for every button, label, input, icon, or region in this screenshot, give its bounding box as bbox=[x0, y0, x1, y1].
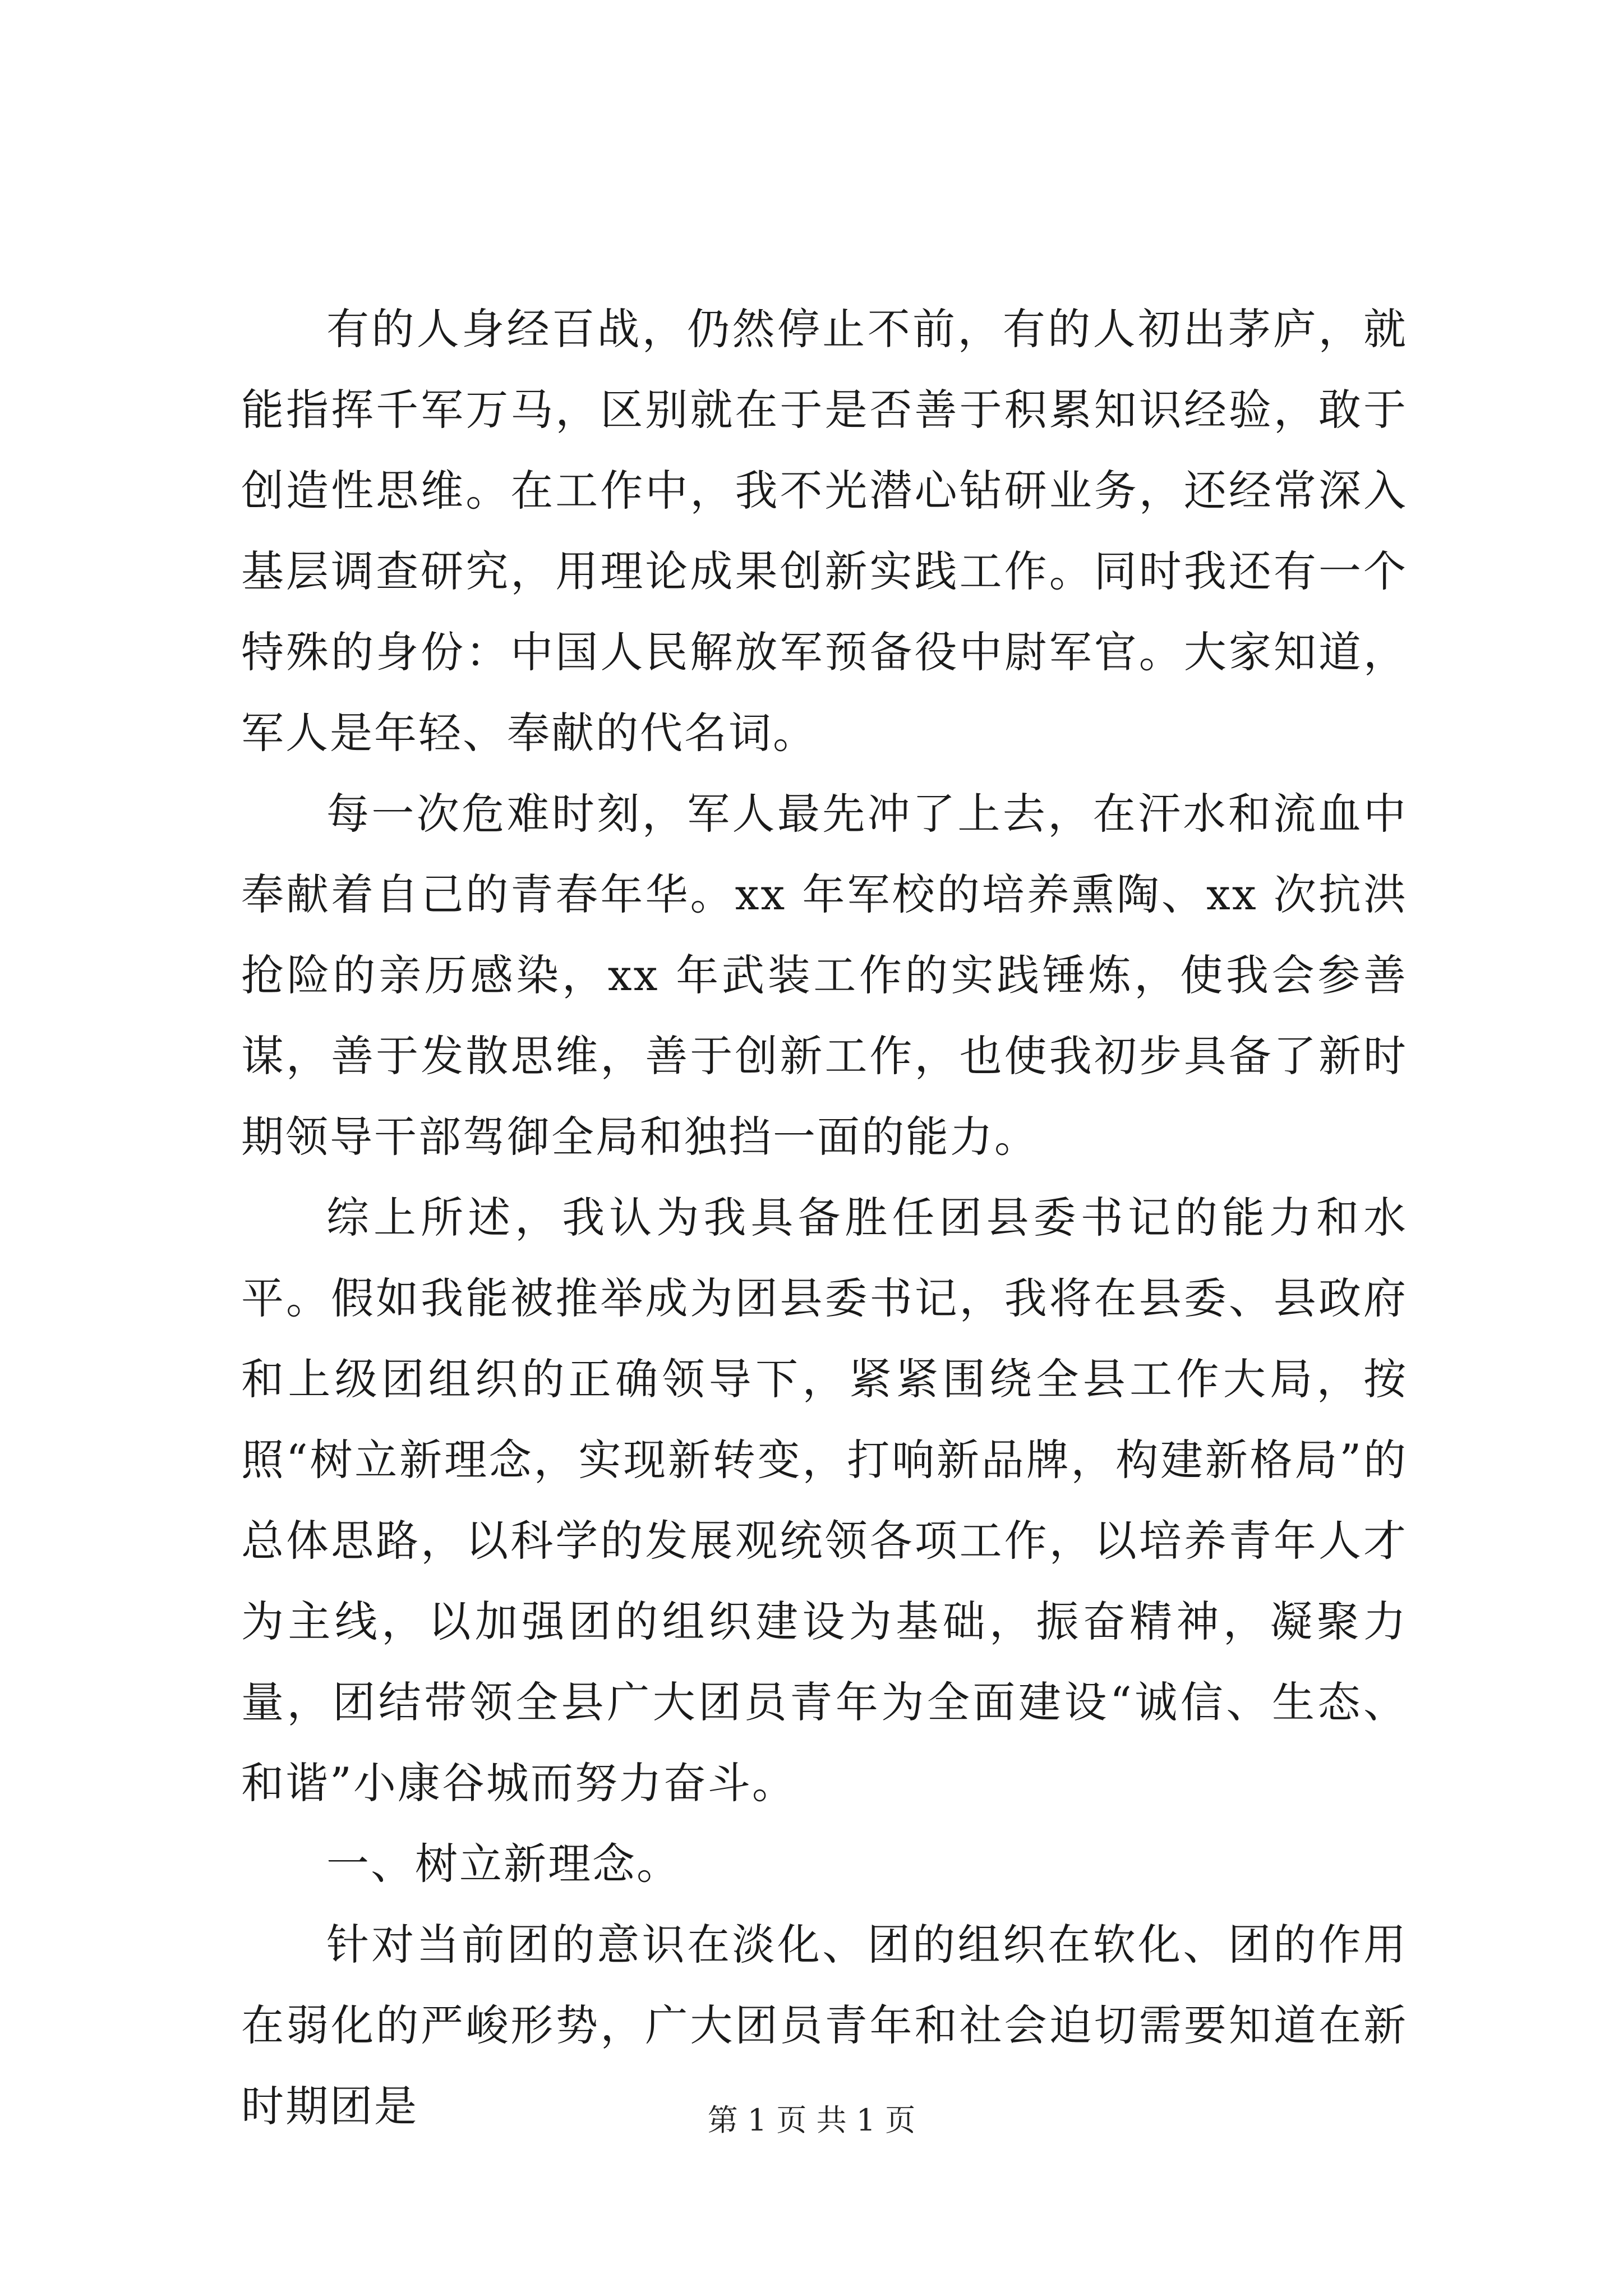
paragraph-3: 综上所述，我认为我具备胜任团县委书记的能力和水平。假如我能被推举成为团县委书记，我将在县委、县政府和上级团组织的正确领导下，紧紧围绕全县工作大局，按照“树立新理念，实现新转变，打响新品牌，构建新格局”的总体思路，以科学的发展观统领各项工作，以培养青年人才为主线，以加强团的组织建设为基础，振奋精神，凝聚力量，团结带领全县广大团员青年为全面建设“诚信、生态、和谐”小康谷城而努力奋斗。 bbox=[241, 1193, 1408, 1808]
paragraph-4: 针对当前团的意识在淡化、团的组织在软化、团的作用在弱化的严峻形势，广大团员青年和社会迫切需要知道在新时期团是 bbox=[241, 1920, 1408, 2131]
section-heading-1: 一、树立新理念。 bbox=[326, 1839, 681, 1889]
page-footer: 第 1 页 共 1 页 bbox=[707, 2102, 916, 2138]
paragraph-1: 有的人身经百战，仍然停止不前，有的人初出茅庐，就能指挥千军万马，区别就在于是否善于积累知识经验，敢于创造性思维。在工作中，我不光潜心钻研业务，还经常深入基层调查研究，用理论成果创新实践工作。同时我还有一个特殊的身份：中国人民解放军预备役中尉军官。大家知道，军人是年轻、奉献的代名词。 bbox=[241, 304, 1408, 758]
document-body bbox=[241, 289, 1408, 2147]
paragraph-2: 每一次危难时刻，军人最先冲了上去，在汗水和流血中奉献着自己的青春年华。xx 年军校的培养熏陶、xx 次抗洪抢险的亲历感染，xx 年武装工作的实践锤炼，使我会参善谋，善于发散思维，善于创新工作，也使我初步具备了新时期领导干部驾御全局和独挡一面的能力。 bbox=[241, 789, 1408, 1162]
